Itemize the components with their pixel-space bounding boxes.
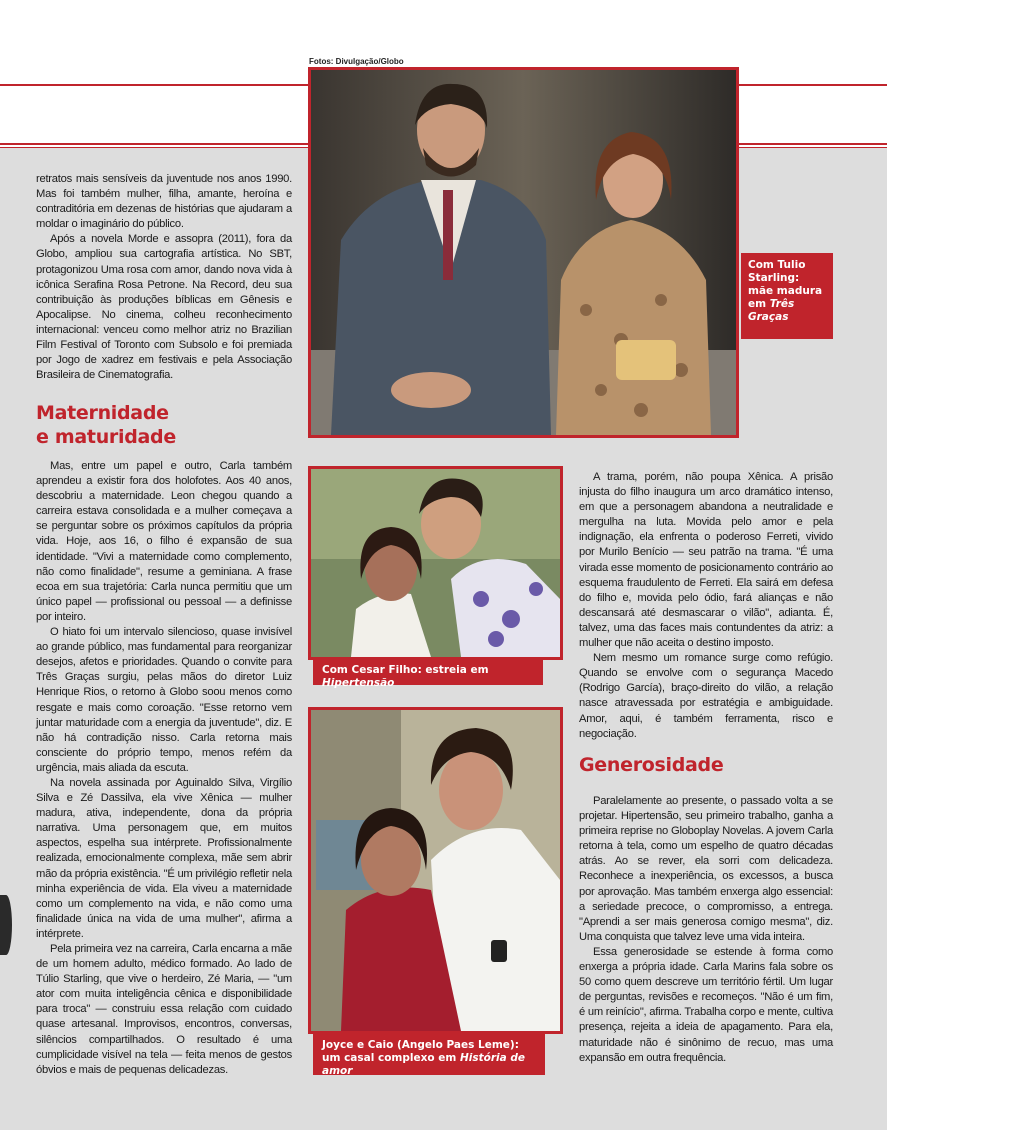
paragraph: Essa generosidade se estende à forma como enxerga a própria idade. Carla Marins fala sobre os 50 como quem descreve um território fértil. Um lugar de perguntas, revisões e recomeços. "Não é um fim, é um reinício", afirma. Trabalha corpo e mente, cultiva presença, rejeita a ideia de apagamento. Para ela, maturidade não é sinônimo de recuo, mas uma expansão em outra frequência. bbox=[579, 945, 833, 1064]
paragraph: retratos mais sensíveis da juventude nos anos 1990. Mas foi também mulher, filha, amante, heroína e contraditória em dezenas de histórias que ajudaram a moldar o imaginário do público. bbox=[36, 173, 292, 231]
photo-carla-tulio bbox=[308, 67, 739, 438]
section-heading-generosidade: Generosidade bbox=[579, 754, 724, 776]
caption-photo-3 bbox=[313, 1033, 545, 1075]
caption-title: Graças bbox=[748, 311, 789, 323]
paragraph: Pela primeira vez na carreira, Carla encarna a mãe de um homem adulto, médico formado. Ao lado de Túlio Starling, que vive o herdeiro, Zé Maria, — "um ator com muita inteligência cênica e disponibilidade para troca" — construiu essa relação com cuidado quase artesanal. Improvisos, encontros, conversas, silêncios compartilhados. O resultado é uma cumplicidade visível na tela — feita menos de gestos óbvios e mais de pequenas delicadezas. bbox=[36, 943, 292, 1076]
caption-photo-1 bbox=[741, 253, 833, 339]
caption-line: mãe madura bbox=[748, 285, 823, 297]
caption-photo-2 bbox=[313, 657, 543, 689]
heading-line: e maturidade bbox=[36, 426, 176, 448]
article-column-3-top bbox=[579, 470, 833, 742]
photo-carla-cesar-filho bbox=[308, 466, 563, 660]
paragraph: O hiato foi um intervalo silencioso, quase invisível ao grande público, mas fundamental para reorganizar desejos, afetos e prioridades. Quando o convite para Três Graças surgiu, pelas mãos do diretor Luiz Henrique Rios, o retorno à Globo soou menos como resgate e mais como coroação. "Esse retorno vem juntar maturidade com a energia da juventude", diz. E não há contradição nisso. Carla retorna mais consciente do próprio tempo, menos refém da urgência, mais aliada da escuta. bbox=[36, 626, 292, 774]
photo-credit: Fotos: Divulgação/Globo bbox=[309, 57, 404, 66]
caption-title: História de amor bbox=[322, 1052, 525, 1077]
caption-line: Starling: bbox=[748, 272, 800, 284]
paragraph: Mas, entre um papel e outro, Carla também aprendeu a existir fora dos holofotes. Aos 40 anos, descobriu a maternidade. Leon chegou quando a carreira estava consolidada e a mulher começava a se perguntar sobre os próximos capítulos da própria vida. Hoje, aos 16, o filho é expansão de sua identidade. "Vivi a maternidade como complemento, não como finalidade", resume a geminiana. A frase ecoa em sua trajetória: Carla nunca permitiu que um único papel — profissional ou pessoal — a definisse por inteiro. bbox=[36, 460, 292, 623]
section-heading-maternidade bbox=[36, 401, 296, 449]
caption-line: Com Tulio bbox=[748, 259, 806, 271]
caption-line: em bbox=[748, 298, 770, 310]
article-column-3-bottom bbox=[579, 794, 833, 1066]
paragraph: Nem mesmo um romance surge como refúgio. Quando se envolve com o segurança Macedo (Rodrigo García), braço-direito do vilão, a relação nasce atravessada por estratégia e ambiguidade. Amor, aqui, é também ferramenta, risco e negociação. bbox=[579, 652, 833, 740]
photo-joyce-caio bbox=[308, 707, 563, 1034]
caption-title: Hipertensão bbox=[322, 677, 395, 689]
paragraph: Após a novela Morde e assopra (2011), fora da Globo, ampliou sua cartografia artística. No SBT, protagonizou Uma rosa com amor, dando nova vida à icônica Serafina Rosa Petrone. Na Record, deu sua contribuição às produções bíblicas em Gênesis e Apocalipse. No cinema, colheu reconhecimento internacional: venceu como melhor atriz no Brazilian Film Festival of Toronto com Subsolo e foi premiada por Jogo de xadrez em festivais e pela Associação Brasileira de Cinematografia. bbox=[36, 233, 292, 382]
heading-line: Maternidade bbox=[36, 402, 169, 424]
paragraph: A trama, porém, não poupa Xênica. A prisão injusta do filho inaugura um arco dramático intenso, em que a personagem abandona a neutralidade e mergulha na luta. Movida pelo amor e pela indignação, ela enfrenta o poderoso Ferreti, vivido por Murilo Benício — seu patrão na trama. "É uma virada esse momento de posicionamento contrário ao esquema fraudulento de Ferreti. Ela sairá em defesa do filho e, movida pelo ódio, fará alianças e não descansará até desmascarar o vilão", adianta. É, talvez, uma das faces mais contundentes da atriz: a mulher que não aceita o destino imposto. bbox=[579, 471, 833, 650]
article-column-1-top bbox=[36, 172, 292, 383]
paragraph: Na novela assinada por Aguinaldo Silva, Virgílio Silva e Zé Dassilva, ela vive Xênica — mulher madura, ativa, independente, dona da própria narrativa. Uma personagem que, em muitos aspectos, espelha sua intérprete. Profissionalmente realizada, emocionalmente complexa, mãe sem abrir mão da própria existência. "É um privilégio refletir nela minha experiência de vida. Ela viveu a maternidade como um complemento na vida, e não como uma finalidade única na vida de uma mulher", afirma a intérprete. bbox=[36, 776, 292, 940]
article-column-1-bottom bbox=[36, 459, 292, 1078]
paragraph: Paralelamente ao presente, o passado volta a se projetar. Hipertensão, seu primeiro trabalho, ganha a primeira reprise no Globoplay Novelas. A jovem Carla retorna à tela, como um espelho de quatro décadas atrás. Ao se rever, ela sorri com delicadeza. Reconhece a inexperiência, os excessos, a busca por aprovação. Mas também enxerga algo essencial: a seriedade precoce, o compromisso, a entrega. "Aprendi a ser mais generosa comigo mesma", diz. Uma conquista que talvez leve uma vida inteira. bbox=[579, 795, 833, 943]
edge-photo-fragment bbox=[0, 895, 12, 955]
caption-title: Três bbox=[769, 298, 795, 310]
caption-text: Com Cesar Filho: estreia em bbox=[322, 664, 489, 676]
caption-line: Joyce e Caio (Angelo Paes Leme): bbox=[322, 1039, 519, 1051]
caption-text: um casal complexo em bbox=[322, 1052, 460, 1064]
